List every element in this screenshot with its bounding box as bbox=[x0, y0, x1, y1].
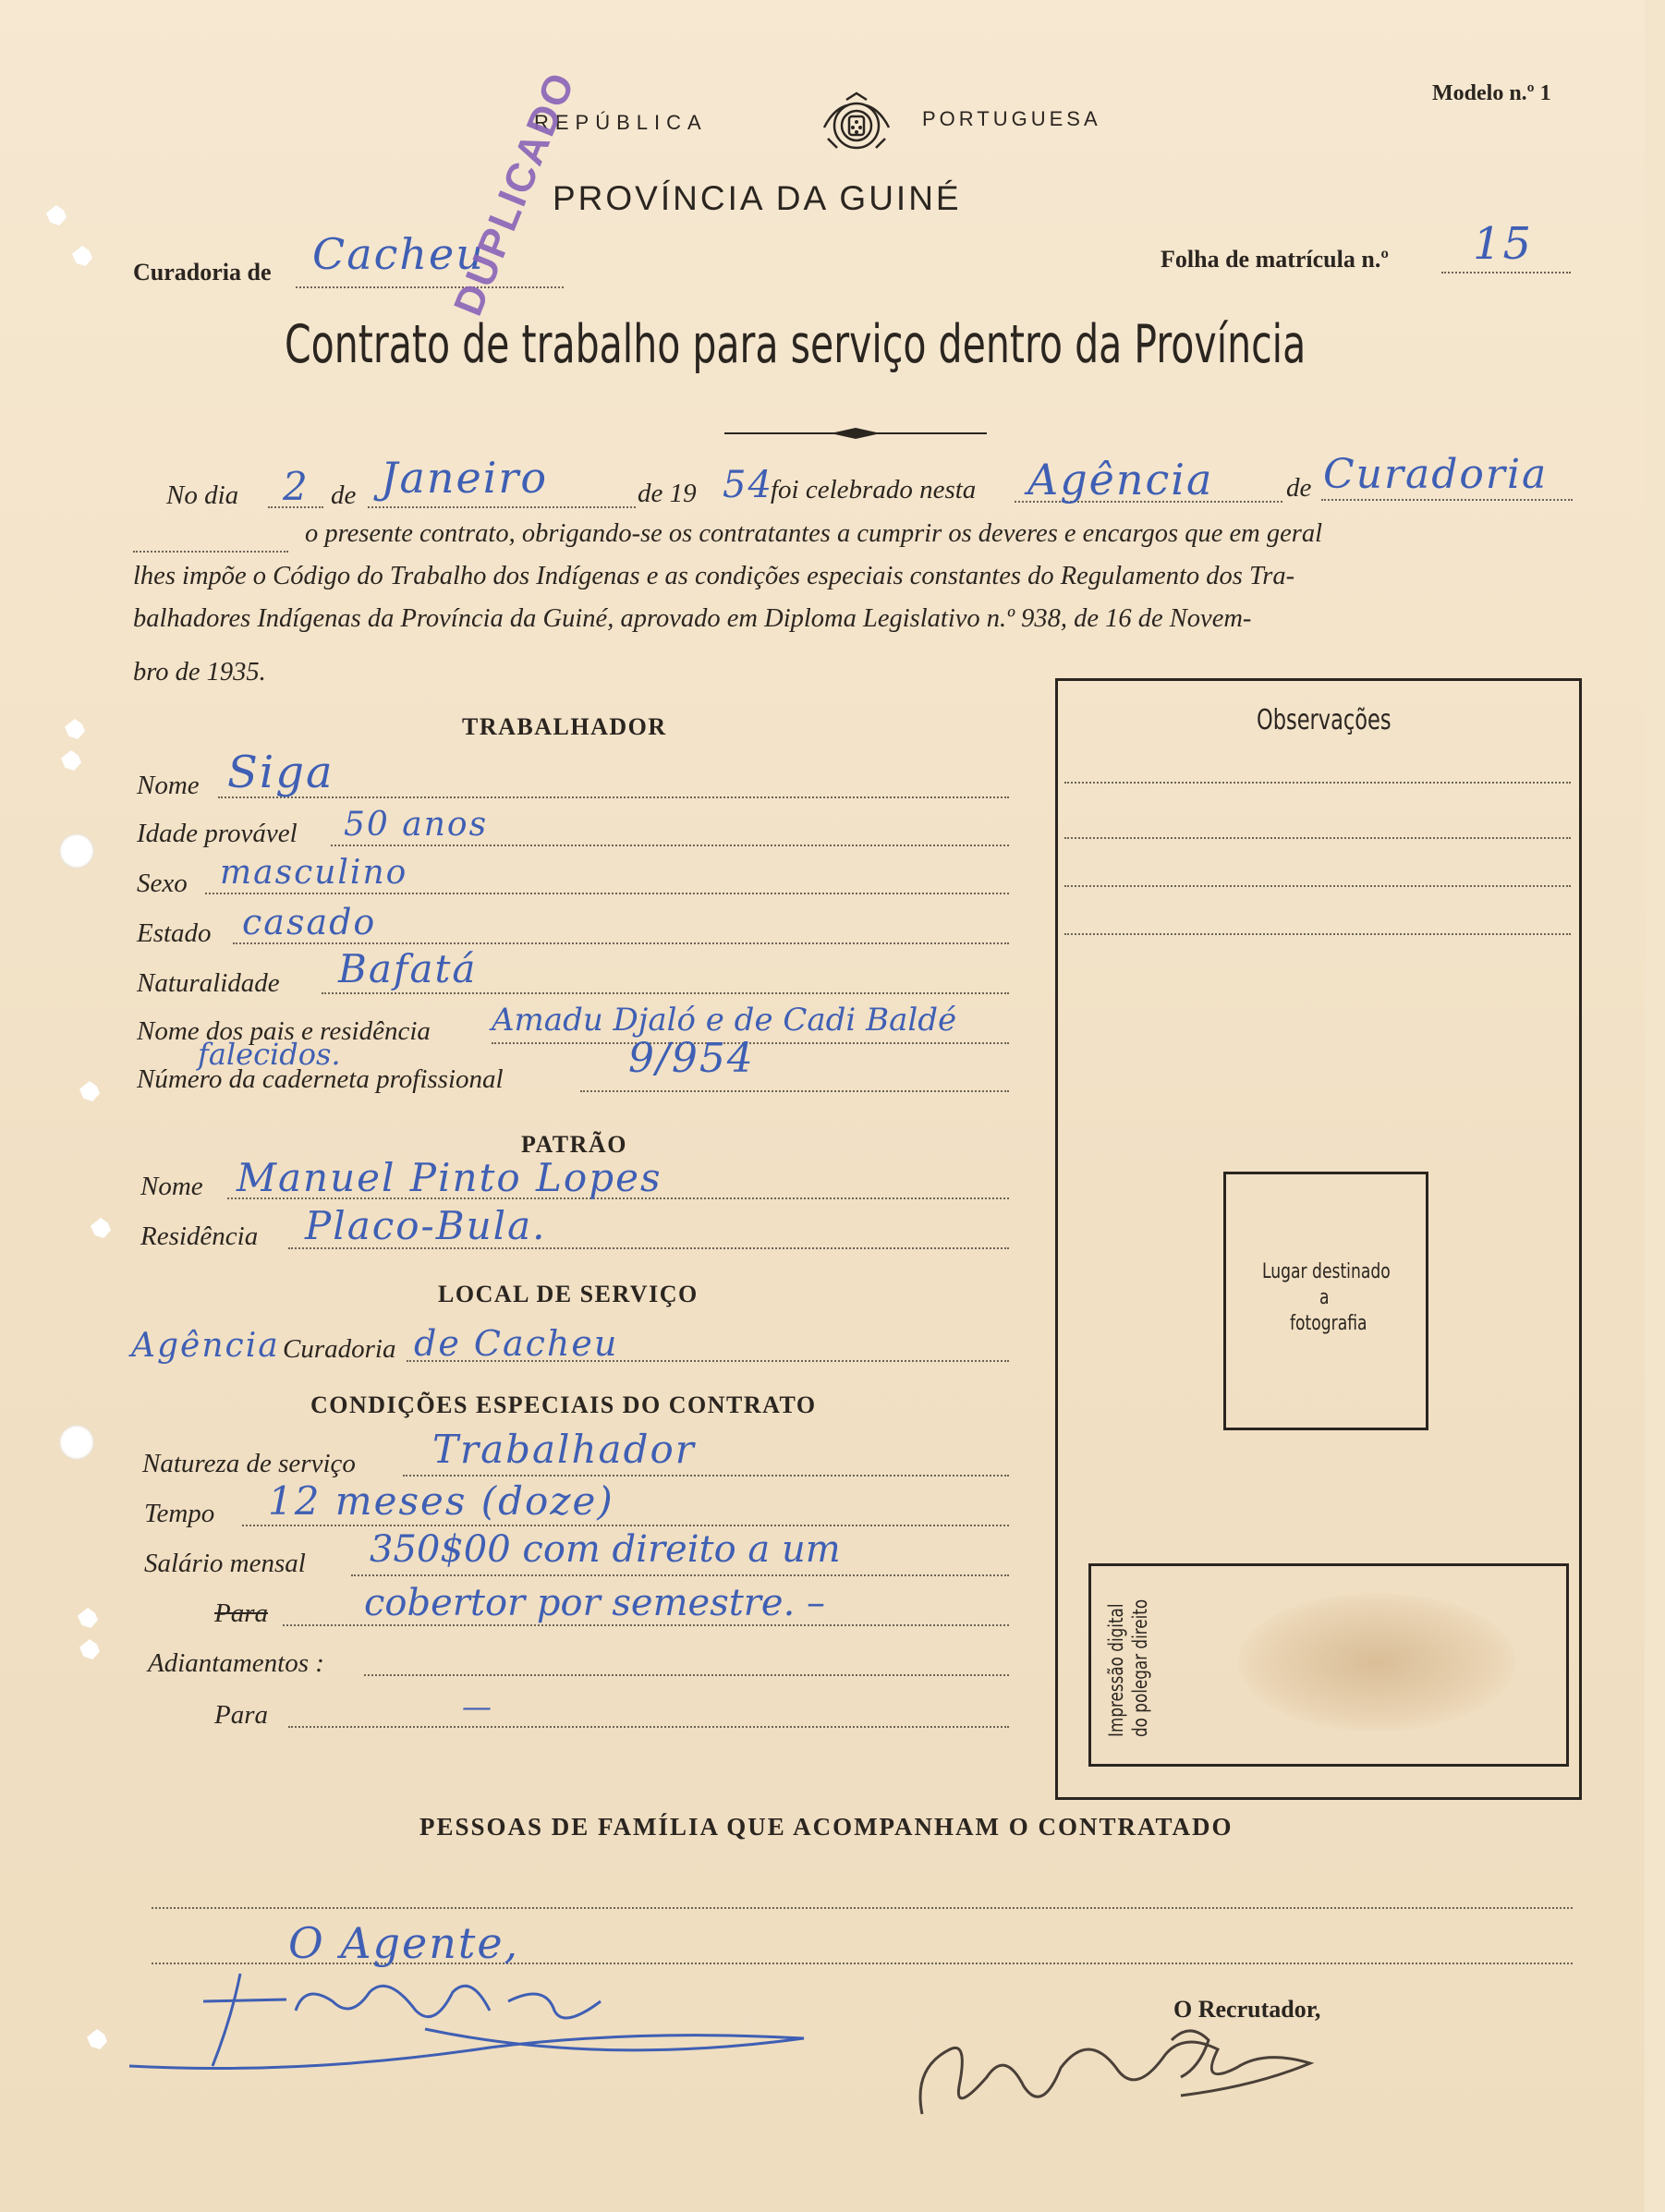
photo-label-3: fotografia bbox=[1290, 1312, 1367, 1335]
agencia-hand-value: Agência bbox=[1027, 455, 1214, 504]
salario-label: Salário mensal bbox=[144, 1549, 306, 1578]
preamble-line2-dots bbox=[133, 551, 288, 553]
caderneta-hand-value: 9/954 bbox=[628, 1035, 755, 1082]
preamble-line3: lhes impõe o Código do Trabalho dos Indígenas e as condições especiais constantes do Regulamento dos Tra- bbox=[133, 562, 1295, 590]
folha-label: Folha de matrícula n.º bbox=[1161, 246, 1389, 273]
nome-hand-value: Siga bbox=[227, 747, 334, 798]
preamble-line2: o presente contrato, obrigando-se os contratantes a cumprir os deveres e encargos que em geral bbox=[305, 519, 1323, 548]
natureza-hand-value: Trabalhador bbox=[432, 1427, 696, 1472]
natureza-dots bbox=[403, 1475, 1009, 1477]
natureza-label: Natureza de serviço bbox=[142, 1449, 356, 1478]
condicoes-heading: CONDIÇÕES ESPECIAIS DO CONTRATO bbox=[310, 1392, 817, 1418]
de-label-1: de bbox=[331, 480, 357, 510]
pais-label: Nome dos pais e residência bbox=[137, 1016, 431, 1046]
modelo-number: Modelo n.º 1 bbox=[1432, 81, 1551, 105]
duplicado-stamp: DUPLICADO bbox=[445, 65, 585, 322]
naturalidade-hand-value: Bafatá bbox=[338, 946, 478, 991]
adiantamentos-label: Adiantamentos : bbox=[148, 1648, 324, 1678]
observacoes-title: Observações bbox=[1257, 704, 1392, 736]
observacoes-line bbox=[1064, 885, 1571, 887]
observacoes-line bbox=[1064, 837, 1571, 839]
curadoria-label: Curadoria de bbox=[133, 259, 272, 286]
para-label: Para bbox=[214, 1598, 268, 1628]
sexo-label: Sexo bbox=[137, 869, 188, 898]
foi-celebrado-label: foi celebrado nesta bbox=[771, 475, 977, 504]
local-agencia-hand: Agência bbox=[131, 1327, 280, 1365]
sexo-hand-value: masculino bbox=[220, 854, 408, 892]
para2-dots bbox=[288, 1726, 1009, 1728]
caderneta-dots bbox=[580, 1090, 1009, 1092]
tempo-label: Tempo bbox=[144, 1499, 215, 1528]
residencia-hand-value: Placo-Bula. bbox=[305, 1203, 547, 1248]
idade-label: Idade provável bbox=[137, 819, 298, 848]
thumbprint-label-1: Impressão digital bbox=[1105, 1603, 1127, 1737]
coat-of-arms-icon bbox=[815, 91, 898, 157]
para-hand-value: cobertor por semestre. – bbox=[364, 1582, 826, 1624]
preamble-line5: bro de 1935. bbox=[133, 658, 266, 687]
tempo-hand-value: 12 meses (doze) bbox=[268, 1478, 614, 1524]
sexo-dots bbox=[205, 893, 1009, 894]
observacoes-line bbox=[1064, 782, 1571, 784]
month-hand-value: Janeiro bbox=[381, 453, 549, 503]
curadoria-dots bbox=[296, 286, 564, 288]
agente-hand: O Agente, bbox=[288, 1918, 520, 1968]
naturalidade-dots bbox=[322, 992, 1009, 994]
thumbprint-label-2: do polegar direito bbox=[1129, 1598, 1151, 1737]
document-title: Contrato de trabalho para serviço dentro da Província bbox=[285, 314, 1306, 375]
patrao-nome-hand-value: Manuel Pinto Lopes bbox=[237, 1155, 662, 1200]
thumbprint-stain bbox=[1238, 1593, 1515, 1732]
para2-hand-value: — bbox=[462, 1689, 493, 1724]
idade-hand-value: 50 anos bbox=[344, 806, 489, 844]
residencia-label: Residência bbox=[140, 1221, 259, 1251]
nome-label: Nome bbox=[137, 771, 200, 800]
local-heading: LOCAL DE SERVIÇO bbox=[438, 1281, 699, 1307]
recrutador-signature bbox=[904, 2012, 1338, 2133]
month-dots bbox=[368, 506, 636, 508]
patrao-heading: PATRÃO bbox=[521, 1131, 627, 1158]
curadoria-pre-hand-value: Curadoria bbox=[1323, 451, 1549, 498]
republica-right: PORTUGUESA bbox=[922, 107, 1101, 130]
pais-hand-value: Amadu Djaló e de Cadi Baldé bbox=[492, 1002, 957, 1039]
curadoria-hand-value: Cacheu bbox=[312, 229, 485, 279]
adiantamentos-dots bbox=[364, 1674, 1009, 1676]
estado-label: Estado bbox=[137, 918, 212, 948]
observacoes-line bbox=[1064, 933, 1571, 935]
photo-label-1: Lugar destinado bbox=[1262, 1260, 1391, 1283]
de-label-2: de bbox=[1286, 473, 1312, 503]
folha-hand-value: 15 bbox=[1473, 218, 1534, 270]
caderneta-label: Número da caderneta profissional bbox=[137, 1064, 504, 1094]
republica-left: REPÚBLICA bbox=[534, 111, 708, 134]
preamble-line4: balhadores Indígenas da Província da Guiné, aprovado em Diploma Legislativo n.º 938, de 16 de Novem- bbox=[133, 604, 1252, 633]
curadoria-pre-dots bbox=[1321, 499, 1573, 501]
trabalhador-heading: TRABALHADOR bbox=[462, 713, 667, 740]
photo-label-2: a bbox=[1319, 1286, 1330, 1309]
para2-label: Para bbox=[214, 1700, 268, 1730]
nome-dots bbox=[218, 796, 1009, 798]
punch-hole-bottom bbox=[59, 1425, 94, 1460]
idade-dots bbox=[331, 845, 1009, 846]
agente-signature bbox=[120, 1964, 822, 2094]
de-year-label: de 19 bbox=[638, 479, 697, 508]
day-hand-value: 2 bbox=[283, 464, 310, 509]
estado-hand-value: casado bbox=[242, 902, 377, 942]
year-hand-value: 54 bbox=[723, 464, 773, 506]
no-dia-label: No dia bbox=[166, 480, 239, 510]
provincia-title: PROVÍNCIA DA GUINÉ bbox=[553, 179, 962, 217]
familia-heading: PESSOAS DE FAMÍLIA QUE ACOMPANHAM O CONTRATADO bbox=[419, 1813, 1234, 1841]
local-curadoria-hand-value: de Cacheu bbox=[414, 1323, 619, 1364]
estado-dots bbox=[233, 942, 1009, 944]
pais-hand-value-2: falecidos. bbox=[198, 1037, 341, 1072]
punch-hole-top bbox=[59, 833, 94, 869]
familia-line-1 bbox=[152, 1907, 1573, 1909]
tempo-dots bbox=[242, 1525, 1009, 1526]
title-divider bbox=[724, 427, 987, 438]
patrao-nome-label: Nome bbox=[140, 1172, 203, 1201]
recrutador-label: O Recrutador, bbox=[1173, 1996, 1321, 2023]
para-dots bbox=[283, 1624, 1009, 1626]
salario-hand-value: 350$00 com direito a um bbox=[370, 1528, 841, 1571]
salario-dots bbox=[351, 1574, 1009, 1576]
local-curadoria-label: Curadoria bbox=[283, 1334, 396, 1364]
naturalidade-label: Naturalidade bbox=[137, 968, 280, 998]
folha-dots bbox=[1441, 272, 1571, 273]
